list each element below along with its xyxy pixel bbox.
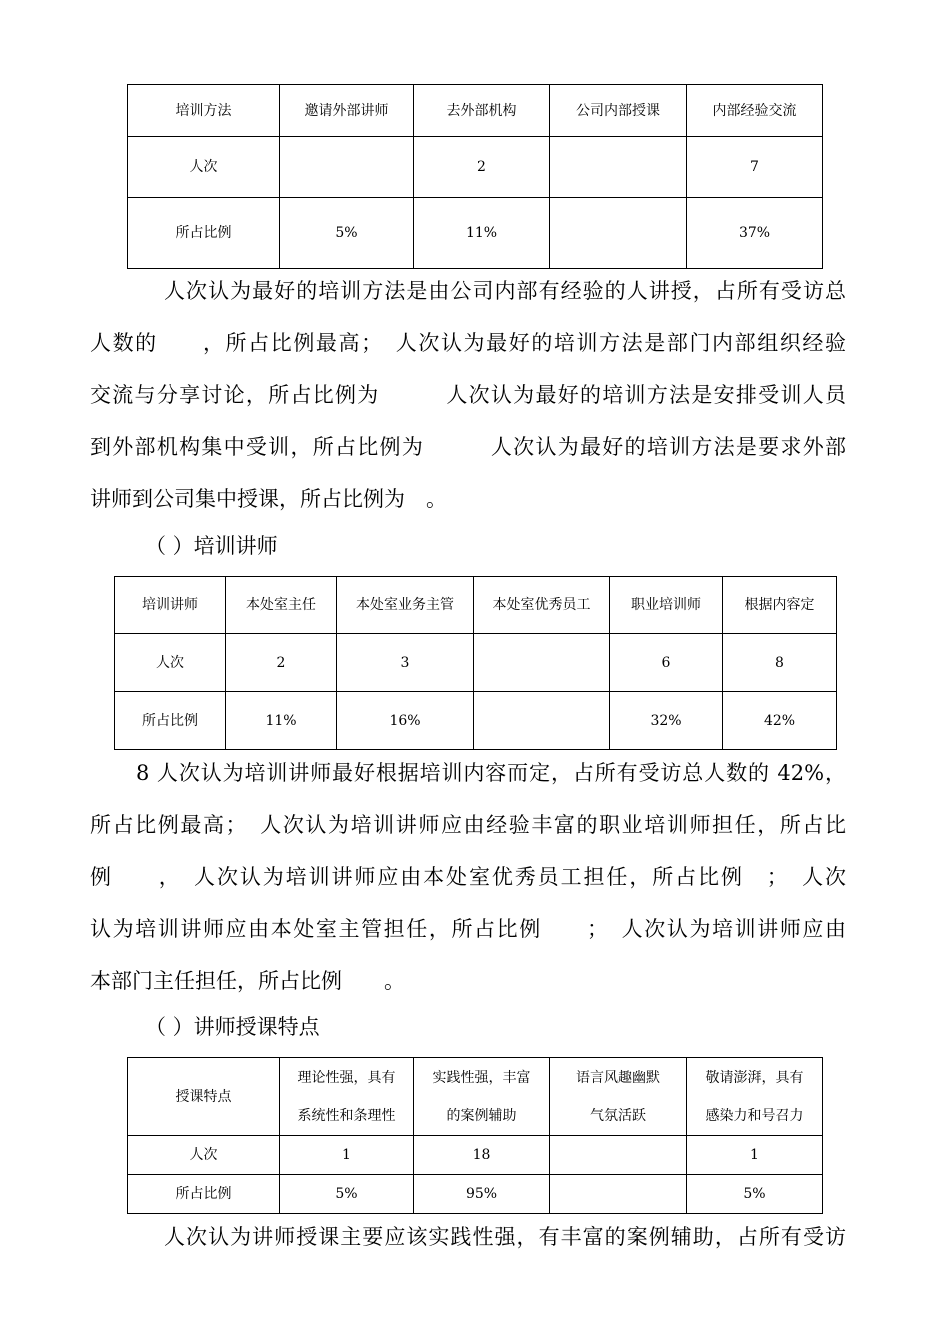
table-cell: 3 (337, 634, 474, 692)
table-cell (550, 1136, 687, 1175)
trainer-table (114, 576, 837, 750)
header-line: 实践性强，丰富 (432, 1069, 531, 1086)
table-cell: 16% (337, 692, 474, 750)
table-row (128, 85, 823, 137)
paragraph-line: 讲师到公司集中授课，所占比例为 。 (90, 487, 447, 511)
table-cell: 2 (414, 137, 550, 198)
section-heading-teaching-style: （ ）讲师授课特点 (145, 1015, 320, 1039)
table-header-cell (687, 1058, 823, 1136)
section-heading-trainer: （ ）培训讲师 (145, 534, 278, 558)
table-header-cell: 本处室主任 (226, 577, 337, 634)
table-cell: 1 (280, 1136, 414, 1175)
paragraph-line: 所占比例最高； 人次认为培训讲师应由经验丰富的职业培训师担任，所占比 (90, 813, 846, 837)
paragraph-line: 例 ， 人次认为培训讲师应由本处室优秀员工担任，所占比例 ； 人次 (90, 865, 846, 889)
paragraph-line: 认为培训讲师应由本处室主管担任，所占比例 ； 人次认为培训讲师应由 (90, 917, 846, 941)
teaching-style-paragraph (90, 1211, 846, 1263)
paragraph-line: 本部门主任担任，所占比例 。 (90, 969, 405, 993)
table-header-cell: 培训方法 (128, 85, 280, 137)
training-method-table (127, 84, 823, 269)
paragraph-line: 8 人次认为培训讲师最好根据培训内容而定，占所有受访总人数的 42%， (136, 761, 846, 785)
table-row (128, 1175, 823, 1214)
header-line: 气氛活跃 (590, 1107, 646, 1124)
header-line: 的案例辅助 (446, 1107, 517, 1124)
table-cell: 人次 (128, 1136, 280, 1175)
table-cell: 所占比例 (128, 1175, 280, 1214)
header-line: 理论性强，具有 (297, 1069, 396, 1086)
table-header-cell: 培训讲师 (115, 577, 226, 634)
table-header-cell (414, 1058, 550, 1136)
table-cell (474, 692, 610, 750)
table-row (128, 198, 823, 269)
table-cell: 5% (687, 1175, 823, 1214)
table-header-cell: 公司内部授课 (550, 85, 687, 137)
table-row (115, 634, 837, 692)
paragraph-line: 人数的 ，所占比例最高； 人次认为最好的培训方法是部门内部组织经验 (90, 331, 846, 355)
table-header-cell: 职业培训师 (610, 577, 723, 634)
table-cell: 8 (723, 634, 837, 692)
table-header-cell: 根据内容定 (723, 577, 837, 634)
table-cell: 95% (414, 1175, 550, 1214)
table-header-cell (550, 1058, 687, 1136)
header-line: 系统性和条理性 (297, 1107, 396, 1124)
table-row (115, 577, 837, 634)
table-cell: 5% (280, 1175, 414, 1214)
table-cell (550, 198, 687, 269)
table-cell: 11% (414, 198, 550, 269)
table-row (115, 692, 837, 750)
table-header-cell: 去外部机构 (414, 85, 550, 137)
teaching-style-table (127, 1057, 823, 1214)
table-cell (280, 137, 414, 198)
paragraph-line: 人次认为最好的培训方法是由公司内部有经验的人讲授，占所有受访总 (164, 279, 846, 303)
table-header-cell: 邀请外部讲师 (280, 85, 414, 137)
table-cell (474, 634, 610, 692)
table-row (128, 1136, 823, 1175)
table-cell (550, 137, 687, 198)
table-cell: 所占比例 (115, 692, 226, 750)
table-cell: 人次 (115, 634, 226, 692)
paragraph-line: 人次认为讲师授课主要应该实践性强，有丰富的案例辅助，占所有受访 (164, 1225, 846, 1249)
table-cell: 37% (687, 198, 823, 269)
header-line: 语言风趣幽默 (576, 1069, 660, 1086)
table-cell: 所占比例 (128, 198, 280, 269)
table-row (128, 137, 823, 198)
table-cell: 42% (723, 692, 837, 750)
table-row (128, 1058, 823, 1136)
table-cell: 5% (280, 198, 414, 269)
trainer-paragraph (90, 747, 846, 1007)
table-cell (550, 1175, 687, 1214)
table-header-cell: 授课特点 (128, 1058, 280, 1136)
paragraph-line: 交流与分享讨论，所占比例为 人次认为最好的培训方法是安排受训人员 (90, 383, 846, 407)
table-cell: 18 (414, 1136, 550, 1175)
table-cell: 1 (687, 1136, 823, 1175)
table-cell: 32% (610, 692, 723, 750)
table-cell: 2 (226, 634, 337, 692)
table-header-cell: 本处室优秀员工 (474, 577, 610, 634)
table-cell: 人次 (128, 137, 280, 198)
table-header-cell (280, 1058, 414, 1136)
table-cell: 6 (610, 634, 723, 692)
table-cell: 11% (226, 692, 337, 750)
header-line: 感染力和号召力 (705, 1107, 804, 1124)
header-line: 敬请澎湃，具有 (705, 1069, 804, 1086)
table-header-cell: 内部经验交流 (687, 85, 823, 137)
paragraph-line: 到外部机构集中受训，所占比例为 人次认为最好的培训方法是要求外部 (90, 435, 846, 459)
table-cell: 7 (687, 137, 823, 198)
table-header-cell: 本处室业务主管 (337, 577, 474, 634)
training-method-paragraph (90, 265, 846, 525)
